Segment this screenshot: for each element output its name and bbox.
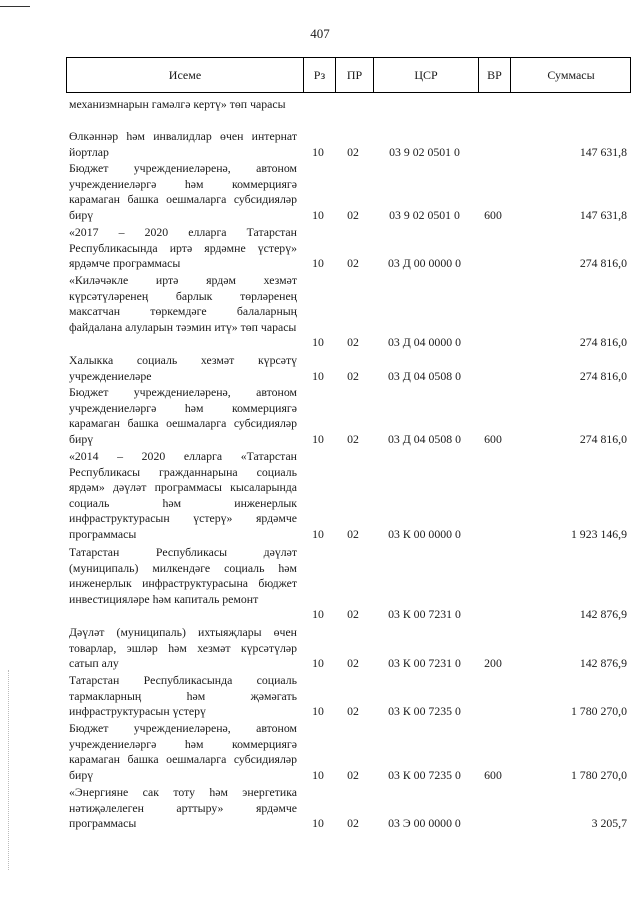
row-rz: 10 bbox=[312, 144, 324, 159]
header-sum: Суммасы bbox=[510, 58, 631, 92]
row-rz: 10 bbox=[312, 256, 324, 270]
row-name: Бюджет учреждениеләренә, автоном учреждениеләргә һәм коммерциягә карамаган башка оешмаларга субсидияләр бирү bbox=[69, 721, 297, 782]
row-sum: 1 923 146,9 bbox=[570, 526, 627, 541]
table-row bbox=[66, 625, 631, 672]
row-rz: 10 bbox=[312, 335, 324, 349]
row-name: Өлкәннәр һәм инвалидлар өчен интернат йортлар bbox=[69, 129, 297, 159]
row-pr: 02 bbox=[347, 207, 359, 222]
row-csr: 03 К 00 7235 0 bbox=[388, 704, 461, 718]
row-name: «2014 – 2020 елларга «Татарстан Республикасы гражданнарына социаль ярдәм» дәүләт программасы кысаларында социаль һәм инженерлык инфраструктурасын үстерү» ярдәмче программасы bbox=[69, 449, 297, 541]
row-sum: 1 780 270,0 bbox=[570, 767, 627, 782]
table-row bbox=[66, 97, 631, 128]
header-rz: Рз bbox=[303, 58, 335, 92]
table-row bbox=[66, 353, 631, 384]
budget-table bbox=[66, 57, 631, 830]
row-sum: 147 631,8 bbox=[579, 144, 627, 159]
row-sum: 274 816,0 bbox=[579, 368, 627, 383]
header-name: Исеме bbox=[168, 67, 202, 82]
page-number: 407 bbox=[310, 26, 330, 41]
row-sum: 142 876,9 bbox=[579, 656, 627, 670]
row-name: механизмнарын гамәлгә кертү» төп чарасы bbox=[69, 97, 286, 111]
row-sum: 147 631,8 bbox=[579, 207, 627, 222]
row-csr: 03 Д 04 0508 0 bbox=[388, 431, 461, 446]
row-rz: 10 bbox=[312, 767, 324, 782]
header-pr: ПР bbox=[335, 58, 373, 92]
row-pr: 02 bbox=[347, 607, 359, 621]
row-csr: 03 Э 00 0000 0 bbox=[388, 816, 461, 830]
row-name: Дәүләт (муниципаль) ихтыяҗлары өчен товарлар, эшләр һәм хезмәт күрсәтүләр сатып алу bbox=[69, 625, 297, 670]
row-rz: 10 bbox=[312, 816, 324, 830]
row-name: Татарстан Республикасында социаль тармакларның һәм җәмәгать инфраструктурасын үстерү bbox=[69, 673, 297, 718]
margin-binding-marks bbox=[8, 670, 11, 870]
row-name: «Энергияне сак тоту һәм энергетика нәтиҗәлелеген арттыру» ярдәмче программасы bbox=[69, 785, 297, 830]
row-pr: 02 bbox=[347, 767, 359, 782]
row-csr: 03 9 02 0501 0 bbox=[389, 144, 460, 159]
row-rz: 10 bbox=[312, 526, 324, 541]
row-pr: 02 bbox=[347, 816, 359, 830]
table-header bbox=[66, 57, 631, 93]
table-row bbox=[66, 721, 631, 783]
row-csr: 03 Д 00 0000 0 bbox=[388, 256, 461, 270]
row-name: «Киләчәкле иртә ярдәм хезмәт күрсәтүләренең барлык төрләренең максатчан төркемдәге балаларның файдалана алуларын тәэмин итү» төп чарасы bbox=[69, 273, 297, 334]
row-name: Бюджет учреждениеләренә, автоном учреждениеләргә һәм коммерциягә карамаган башка оешмаларга субсидияләр бирү bbox=[69, 161, 297, 222]
row-rz: 10 bbox=[312, 207, 324, 222]
table-row bbox=[66, 449, 631, 542]
row-pr: 02 bbox=[347, 368, 359, 383]
row-name: Татарстан Республикасы дәүләт (муниципаль) милкендәге социаль һәм инженерлык инфраструктурасына бюджет инвестицияләре һәм капиталь ремонт bbox=[69, 545, 297, 606]
row-sum: 3 205,7 bbox=[591, 816, 627, 830]
table-row bbox=[66, 225, 631, 272]
row-rz: 10 bbox=[312, 656, 324, 670]
table-row bbox=[66, 273, 631, 351]
row-csr: 03 К 00 7231 0 bbox=[388, 656, 461, 670]
row-rz: 10 bbox=[312, 368, 324, 383]
row-pr: 02 bbox=[347, 431, 359, 446]
row-rz: 10 bbox=[312, 431, 324, 446]
row-sum: 1 780 270,0 bbox=[570, 704, 627, 718]
corner-mark bbox=[0, 6, 30, 7]
row-rz: 10 bbox=[312, 607, 324, 621]
row-name: Халыкка социаль хезмәт күрсәтү учреждениеләре bbox=[69, 353, 297, 383]
row-csr: 03 К 00 7235 0 bbox=[388, 767, 461, 782]
row-csr: 03 К 00 0000 0 bbox=[388, 526, 461, 541]
header-vr: ВР bbox=[478, 58, 510, 92]
row-csr: 03 9 02 0501 0 bbox=[389, 207, 460, 222]
table-row bbox=[66, 129, 631, 160]
row-sum: 274 816,0 bbox=[579, 335, 627, 349]
table-row bbox=[66, 545, 631, 623]
row-rz: 10 bbox=[312, 704, 324, 718]
table-row bbox=[66, 785, 631, 832]
row-vr: 600 bbox=[484, 431, 502, 446]
row-sum: 142 876,9 bbox=[579, 607, 627, 621]
row-pr: 02 bbox=[347, 656, 359, 670]
row-pr: 02 bbox=[347, 335, 359, 349]
row-name: «2017 – 2020 елларга Татарстан Республикасында иртә ярдәмне үстерү» ярдәмче программасы bbox=[69, 225, 297, 270]
row-csr: 03 Д 04 0508 0 bbox=[388, 368, 461, 383]
row-pr: 02 bbox=[347, 144, 359, 159]
row-csr: 03 К 00 7231 0 bbox=[388, 607, 461, 621]
header-csr: ЦСР bbox=[373, 58, 478, 92]
table-row bbox=[66, 385, 631, 447]
row-vr: 600 bbox=[484, 767, 502, 782]
row-pr: 02 bbox=[347, 526, 359, 541]
row-pr: 02 bbox=[347, 256, 359, 270]
row-csr: 03 Д 04 0000 0 bbox=[388, 335, 461, 349]
table-row bbox=[66, 673, 631, 720]
row-vr: 600 bbox=[484, 207, 502, 222]
row-sum: 274 816,0 bbox=[579, 431, 627, 446]
table-row bbox=[66, 161, 631, 223]
row-name: Бюджет учреждениеләренә, автоном учреждениеләргә һәм коммерциягә карамаган башка оешмаларга субсидияләр бирү bbox=[69, 385, 297, 446]
row-pr: 02 bbox=[347, 704, 359, 718]
row-vr: 200 bbox=[484, 656, 502, 670]
row-sum: 274 816,0 bbox=[579, 256, 627, 270]
